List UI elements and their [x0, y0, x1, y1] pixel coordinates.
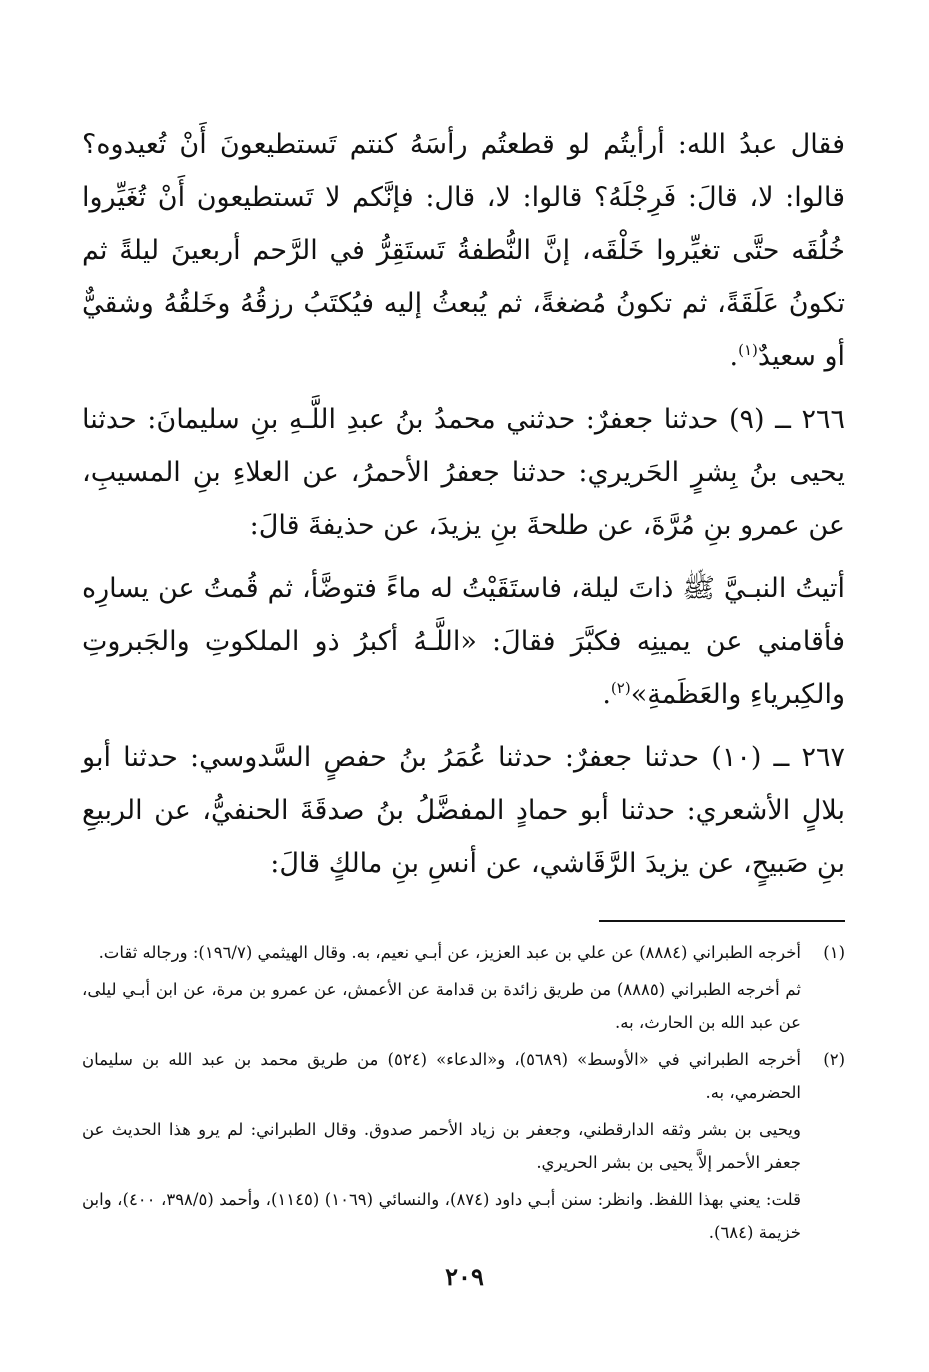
hadith-266-text-body: أتيتُ النبـيَّ ﷺ ذاتَ ليلة، فاستَقَيْتُ له ماءً فتوضَّأ، ثم قُمتُ عن يسارِه فأقامني عن يمينِه فكبَّرَ فقالَ: «اللَّـهُ أكبرُ ذو الملكوتِ والجَبروتِ والكِبرياءِ والعَظَمةِ»	[82, 573, 845, 710]
footnote-paragraph: أخرجه الطبراني في «الأوسط» (٥٦٨٩)، و«الدعاء» (٥٢٤) من طريق محمد بن عبد الله بن سليمان الحضرمي، به.	[82, 1050, 801, 1102]
footnotes	[82, 936, 845, 1249]
footnote-paragraph: ثم أخرجه الطبراني (٨٨٨٥) من طريق زائدة بن قدامة عن الأعمش، عن عمرو بن مرة، عن ابن أبـي ليلى، عن عبد الله بن الحارث، به.	[82, 980, 801, 1032]
footnote-separator	[599, 920, 845, 922]
footnote-2	[82, 1043, 845, 1249]
hadith-266-text	[82, 562, 845, 721]
book-page	[82, 118, 845, 1348]
main-text	[82, 118, 845, 890]
footnote-paragraph: أخرجه الطبراني (٨٨٨٤) عن علي بن عبد العزيز، عن أبـي نعيم، به. وقال الهيثمي (١٩٦/٧): ورجاله ثقات.	[98, 943, 801, 962]
footnote-number: (٢)	[823, 1050, 845, 1069]
footnote-body	[82, 1043, 801, 1249]
footnote-ref-2: (٢)	[610, 679, 631, 697]
footnote-paragraph: ويحيى بن بشر وثقه الدارقطني، وجعفر بن زياد الأحمر صدوق. وقال الطبراني: لم يرو هذا الحديث عن جعفر الأحمر إلاَّ يحيى بن بشر الحريري.	[82, 1120, 801, 1172]
hadith-267-chain: ٢٦٧ ــ (١٠) حدثنا جعفرٌ: حدثنا عُمَرُ بنُ حفصٍ السَّدوسي: حدثنا أبو بلالٍ الأشعري: حدثنا أبو حمادٍ المفضَّلُ بنُ صدقَةَ الحنفيُّ، عن الربيعِ بنِ صَبيحٍ، عن يزيدَ الرَّقَاشي، عن أنسِ بنِ مالكٍ قالَ:	[82, 742, 845, 879]
hadith-266-text-end: .	[602, 679, 611, 710]
footnote-number: (١)	[823, 943, 845, 962]
hadith-266-chain: ٢٦٦ ــ (٩) حدثنا جعفرٌ: حدثني محمدُ بنُ عبدِ اللَّـهِ بنِ سليمانَ: حدثنا يحيى بنُ بِشرٍ الحَريري: حدثنا جعفرُ الأحمرُ، عن العلاءِ بنِ المسيبِ، عن عمرو بنِ مُرَّةَ، عن طلحةَ بنِ يزيدَ، عن حذيفةَ قالَ:	[82, 404, 845, 541]
footnote-ref-1: (١)	[738, 341, 758, 359]
paragraph-1-end: .	[729, 341, 739, 372]
paragraph-1	[82, 118, 845, 383]
footnote-body	[82, 936, 801, 1039]
footnote-1	[82, 936, 845, 1039]
paragraph-1-text: فقال عبدُ الله: أرأيتُم لو قطعتُم رأسَهُ كنتم تَستطيعونَ أَنْ تُعيدوه؟ قالوا: لا، قالَ: فَرِجْلَهُ؟ قالوا: لا، قال: فإنَّكم لا تَستطيعون أَنْ تُغَيِّروا خُلُقَه حتَّى تغيِّروا خَلْقَه، إنَّ النُّطفةُ تَستَقِرُّ في الرَّحم أربعينَ ليلةً ثم تكونُ عَلَقَةً، ثم تكونُ مُضغةً، ثم يُبعثُ إليه فيُكتَبُ رزقُهُ وخَلقُهُ وشقيٌّ أو سعيدٌ	[82, 129, 845, 372]
page-number: ٢٠٩	[445, 1262, 484, 1291]
footnote-paragraph: قلت: يعني بهذا اللفظ. وانظر: سنن أبـي داود (٨٧٤)، والنسائي (١٠٦٩) (١١٤٥)، وأحمد (٣٩٨/٥، ٤٠٠)، وابن خزيمة (٦٨٤).	[82, 1190, 802, 1242]
